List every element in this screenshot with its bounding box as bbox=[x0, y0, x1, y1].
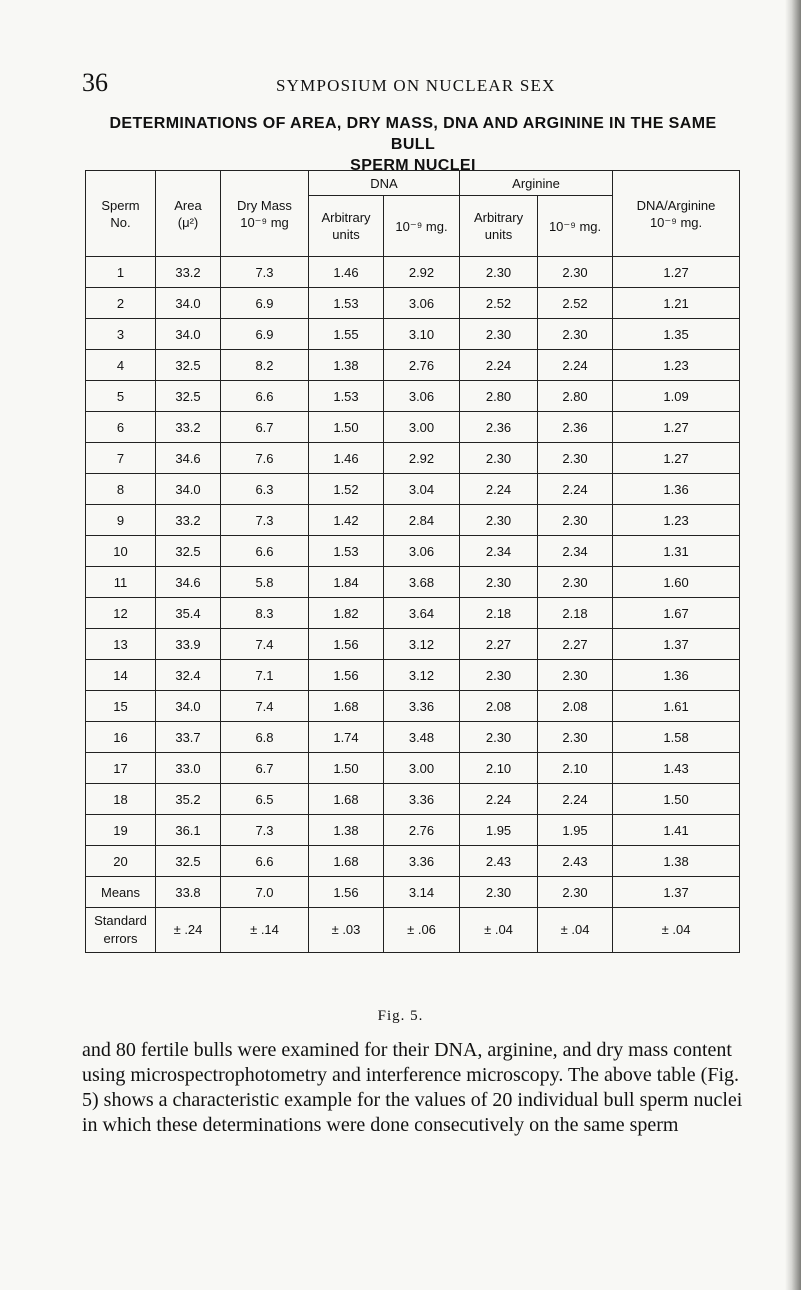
table-cell: 2.43 bbox=[460, 846, 538, 877]
table-cell: 2.30 bbox=[460, 877, 538, 908]
col-header-dna-arbitrary: Arbitrary units bbox=[309, 196, 384, 257]
table-cell: 1.84 bbox=[309, 567, 384, 598]
table-row bbox=[86, 784, 740, 815]
table-cell: 19 bbox=[86, 815, 156, 846]
table-cell: 7.6 bbox=[221, 443, 309, 474]
table-cell: 2.30 bbox=[538, 877, 613, 908]
table-row bbox=[86, 412, 740, 443]
table-cell: 1.60 bbox=[613, 567, 740, 598]
table-cell: 1.68 bbox=[309, 784, 384, 815]
table-row bbox=[86, 722, 740, 753]
table-row bbox=[86, 288, 740, 319]
table-cell: 34.0 bbox=[156, 474, 221, 505]
table-cell: 1.35 bbox=[613, 319, 740, 350]
table-cell: 5 bbox=[86, 381, 156, 412]
table-cell: 2.30 bbox=[460, 660, 538, 691]
table-cell: 18 bbox=[86, 784, 156, 815]
table-cell: 34.6 bbox=[156, 443, 221, 474]
table-cell: 2.08 bbox=[538, 691, 613, 722]
table-cell: 1.41 bbox=[613, 815, 740, 846]
table-row bbox=[86, 443, 740, 474]
col-header-arginine-mg: 10⁻⁹ mg. bbox=[538, 196, 613, 257]
table-cell: 1.67 bbox=[613, 598, 740, 629]
table-cell: 7 bbox=[86, 443, 156, 474]
page-number: 36 bbox=[82, 68, 108, 97]
table-cell: 2.10 bbox=[538, 753, 613, 784]
table-cell: 33.9 bbox=[156, 629, 221, 660]
table-cell: 2.30 bbox=[538, 319, 613, 350]
table-row bbox=[86, 257, 740, 288]
table-cell: 2.30 bbox=[538, 257, 613, 288]
table-cell: 7.1 bbox=[221, 660, 309, 691]
table-cell: 1.46 bbox=[309, 443, 384, 474]
table-cell: 6.6 bbox=[221, 536, 309, 567]
standard-errors-label: Standard errors bbox=[86, 908, 156, 953]
table-cell: 6.6 bbox=[221, 381, 309, 412]
col-header-sperm-no: Sperm No. bbox=[86, 171, 156, 257]
table-cell: 1.55 bbox=[309, 319, 384, 350]
table-cell: 6.9 bbox=[221, 319, 309, 350]
table-cell: 33.2 bbox=[156, 505, 221, 536]
table-cell: 2.52 bbox=[538, 288, 613, 319]
table-cell: 1.95 bbox=[460, 815, 538, 846]
page-edge-shadow bbox=[785, 0, 801, 1290]
table-row bbox=[86, 350, 740, 381]
col-header-arginine-arbitrary: Arbitrary units bbox=[460, 196, 538, 257]
table-cell: 12 bbox=[86, 598, 156, 629]
table-title bbox=[88, 113, 738, 176]
table-cell: 1.74 bbox=[309, 722, 384, 753]
table-row-standard-errors bbox=[86, 908, 740, 953]
table-cell: 8 bbox=[86, 474, 156, 505]
table-cell: 13 bbox=[86, 629, 156, 660]
table-cell: 32.5 bbox=[156, 350, 221, 381]
table-cell: 1.53 bbox=[309, 288, 384, 319]
table-cell: 3.36 bbox=[384, 846, 460, 877]
table-cell: 5.8 bbox=[221, 567, 309, 598]
table-cell: 6.6 bbox=[221, 846, 309, 877]
table-cell: 3.36 bbox=[384, 784, 460, 815]
table-cell: 6.3 bbox=[221, 474, 309, 505]
table-row bbox=[86, 691, 740, 722]
table-cell: 2.27 bbox=[538, 629, 613, 660]
running-head: SYMPOSIUM ON NUCLEAR SEX bbox=[276, 76, 556, 95]
table-row bbox=[86, 753, 740, 784]
table-cell: ± .03 bbox=[309, 908, 384, 953]
table-cell: 1.38 bbox=[309, 815, 384, 846]
table-row bbox=[86, 567, 740, 598]
table-cell: 3.12 bbox=[384, 660, 460, 691]
table-cell: 3.00 bbox=[384, 412, 460, 443]
table-cell: 34.0 bbox=[156, 288, 221, 319]
table-row bbox=[86, 598, 740, 629]
table-cell: 1.23 bbox=[613, 505, 740, 536]
table-cell: 7.4 bbox=[221, 629, 309, 660]
table-cell: 2.18 bbox=[538, 598, 613, 629]
table-cell: 11 bbox=[86, 567, 156, 598]
table-cell: 1.68 bbox=[309, 691, 384, 722]
table-cell: 3.64 bbox=[384, 598, 460, 629]
table-row bbox=[86, 660, 740, 691]
table-cell: 20 bbox=[86, 846, 156, 877]
table-title-line-2: SPERM NUCLEI bbox=[350, 157, 476, 174]
table-cell: 16 bbox=[86, 722, 156, 753]
table-cell: 3.36 bbox=[384, 691, 460, 722]
table-cell: 2.24 bbox=[538, 474, 613, 505]
table-cell: 3.48 bbox=[384, 722, 460, 753]
table-cell: 32.5 bbox=[156, 381, 221, 412]
table-cell: 3.06 bbox=[384, 288, 460, 319]
table-cell: 35.4 bbox=[156, 598, 221, 629]
table-cell: 3.14 bbox=[384, 877, 460, 908]
table-cell: ± .06 bbox=[384, 908, 460, 953]
table-cell: 2.30 bbox=[460, 567, 538, 598]
table-cell: 2.30 bbox=[460, 505, 538, 536]
table-cell: 34.0 bbox=[156, 691, 221, 722]
table-row bbox=[86, 846, 740, 877]
table-cell: 1.31 bbox=[613, 536, 740, 567]
table-cell: 33.7 bbox=[156, 722, 221, 753]
table-row bbox=[86, 381, 740, 412]
table-cell: 2.24 bbox=[460, 474, 538, 505]
table-cell: 2.24 bbox=[460, 784, 538, 815]
table-cell: 1.23 bbox=[613, 350, 740, 381]
col-header-dry-mass: Dry Mass 10⁻⁹ mg bbox=[221, 171, 309, 257]
table-cell: 1.56 bbox=[309, 629, 384, 660]
table-cell: 1.68 bbox=[309, 846, 384, 877]
table-cell: 1.56 bbox=[309, 877, 384, 908]
table-cell: ± .14 bbox=[221, 908, 309, 953]
table-cell: 6.7 bbox=[221, 412, 309, 443]
table-cell: 9 bbox=[86, 505, 156, 536]
table-cell: 2.30 bbox=[460, 443, 538, 474]
table-cell: 1.21 bbox=[613, 288, 740, 319]
figure-caption: Fig. 5. bbox=[377, 1008, 424, 1024]
table-cell: 3.06 bbox=[384, 536, 460, 567]
table-cell: 1.38 bbox=[309, 350, 384, 381]
table-cell: 2.43 bbox=[538, 846, 613, 877]
table-cell: 35.2 bbox=[156, 784, 221, 815]
table-cell: 3.06 bbox=[384, 381, 460, 412]
table-cell: 10 bbox=[86, 536, 156, 567]
table-cell: 15 bbox=[86, 691, 156, 722]
table-cell: 3.00 bbox=[384, 753, 460, 784]
table-cell: 1.53 bbox=[309, 536, 384, 567]
table-cell: 2.84 bbox=[384, 505, 460, 536]
table-cell: 6.9 bbox=[221, 288, 309, 319]
table-cell: 34.0 bbox=[156, 319, 221, 350]
table-cell: 2.18 bbox=[460, 598, 538, 629]
table-cell: 4 bbox=[86, 350, 156, 381]
table-cell: 7.3 bbox=[221, 815, 309, 846]
table-cell: 32.5 bbox=[156, 536, 221, 567]
table-row-means bbox=[86, 877, 740, 908]
table-cell: 17 bbox=[86, 753, 156, 784]
table-cell: 1.38 bbox=[613, 846, 740, 877]
table-cell: 1.58 bbox=[613, 722, 740, 753]
table-cell: 2.24 bbox=[460, 350, 538, 381]
table-cell: 1.61 bbox=[613, 691, 740, 722]
table-cell: 1.37 bbox=[613, 877, 740, 908]
table-cell: 6.8 bbox=[221, 722, 309, 753]
table-cell: 33.2 bbox=[156, 257, 221, 288]
col-header-dna-mg: 10⁻⁹ mg. bbox=[384, 196, 460, 257]
table-cell: ± .04 bbox=[613, 908, 740, 953]
table-cell: 2.08 bbox=[460, 691, 538, 722]
table-cell: 1.36 bbox=[613, 660, 740, 691]
table-cell: 1.50 bbox=[309, 753, 384, 784]
table-cell: 33.2 bbox=[156, 412, 221, 443]
col-group-dna: DNA bbox=[309, 171, 460, 196]
table-cell: 2.80 bbox=[460, 381, 538, 412]
table-cell: 2.30 bbox=[460, 722, 538, 753]
table-cell: 1.82 bbox=[309, 598, 384, 629]
table-cell: 32.4 bbox=[156, 660, 221, 691]
table-cell: 2.27 bbox=[460, 629, 538, 660]
table-cell: 1.50 bbox=[613, 784, 740, 815]
col-group-arginine: Arginine bbox=[460, 171, 613, 196]
table-cell: 2.76 bbox=[384, 815, 460, 846]
table-cell: 8.3 bbox=[221, 598, 309, 629]
col-header-area: Area (μ²) bbox=[156, 171, 221, 257]
table-cell: 2.36 bbox=[460, 412, 538, 443]
table-cell: 3.04 bbox=[384, 474, 460, 505]
table-cell: 1.95 bbox=[538, 815, 613, 846]
table-cell: 34.6 bbox=[156, 567, 221, 598]
table-cell: ± .24 bbox=[156, 908, 221, 953]
table-cell: 1.27 bbox=[613, 257, 740, 288]
table-cell: 2.24 bbox=[538, 350, 613, 381]
table-cell: 1.52 bbox=[309, 474, 384, 505]
table-cell: 2.36 bbox=[538, 412, 613, 443]
table-cell: ± .04 bbox=[538, 908, 613, 953]
data-table bbox=[85, 170, 740, 953]
table-cell: 1.27 bbox=[613, 412, 740, 443]
table-cell: 2.24 bbox=[538, 784, 613, 815]
table-row bbox=[86, 536, 740, 567]
table-cell: 3.68 bbox=[384, 567, 460, 598]
table-row bbox=[86, 505, 740, 536]
table-cell: 2.30 bbox=[460, 257, 538, 288]
table-cell: 2.30 bbox=[538, 567, 613, 598]
table-cell: 33.0 bbox=[156, 753, 221, 784]
table-cell: 3 bbox=[86, 319, 156, 350]
table-cell: 2.76 bbox=[384, 350, 460, 381]
table-cell: 7.0 bbox=[221, 877, 309, 908]
table-cell: 14 bbox=[86, 660, 156, 691]
table-cell: 1.50 bbox=[309, 412, 384, 443]
table-row bbox=[86, 815, 740, 846]
table-cell: 36.1 bbox=[156, 815, 221, 846]
table-cell: 2.80 bbox=[538, 381, 613, 412]
table-cell: 2.10 bbox=[460, 753, 538, 784]
table-cell: 32.5 bbox=[156, 846, 221, 877]
table-cell: 2.30 bbox=[460, 319, 538, 350]
table-cell: 1.27 bbox=[613, 443, 740, 474]
col-header-dna-arginine-ratio: DNA/Arginine 10⁻⁹ mg. bbox=[613, 171, 740, 257]
table-cell: 7.3 bbox=[221, 505, 309, 536]
table-cell: 1.37 bbox=[613, 629, 740, 660]
header-row-groups bbox=[86, 171, 740, 196]
table-title-line-1: DETERMINATIONS OF AREA, DRY MASS, DNA AND ARGININE IN THE SAME BULL bbox=[109, 115, 717, 153]
table-cell: 6 bbox=[86, 412, 156, 443]
table-cell: 2.30 bbox=[538, 722, 613, 753]
table-cell: 2 bbox=[86, 288, 156, 319]
table-cell: 33.8 bbox=[156, 877, 221, 908]
table-cell: 3.12 bbox=[384, 629, 460, 660]
table-cell: 8.2 bbox=[221, 350, 309, 381]
table-cell: 2.52 bbox=[460, 288, 538, 319]
means-label: Means bbox=[86, 877, 156, 908]
table-cell: 6.7 bbox=[221, 753, 309, 784]
table-cell: 2.34 bbox=[460, 536, 538, 567]
table-cell: 1 bbox=[86, 257, 156, 288]
table-cell: 2.30 bbox=[538, 660, 613, 691]
table-row bbox=[86, 629, 740, 660]
table-cell: 1.09 bbox=[613, 381, 740, 412]
table-cell: 2.92 bbox=[384, 443, 460, 474]
table-cell: ± .04 bbox=[460, 908, 538, 953]
table-cell: 7.4 bbox=[221, 691, 309, 722]
table-cell: 7.3 bbox=[221, 257, 309, 288]
body-paragraph: and 80 fertile bulls were examined for their DNA, arginine, and dry mass content using microspectrophotometry and interference microscopy. The above table (Fig. 5) shows a characteristic example for the values of 20 individual bull sperm nuclei in which these determinations were done consecutively on the same sperm bbox=[82, 1039, 743, 1136]
table-cell: 3.10 bbox=[384, 319, 460, 350]
table-cell: 1.53 bbox=[309, 381, 384, 412]
table-cell: 1.42 bbox=[309, 505, 384, 536]
table-cell: 2.30 bbox=[538, 443, 613, 474]
table-cell: 2.34 bbox=[538, 536, 613, 567]
table-row bbox=[86, 319, 740, 350]
table-cell: 1.46 bbox=[309, 257, 384, 288]
table-cell: 1.43 bbox=[613, 753, 740, 784]
table-cell: 2.30 bbox=[538, 505, 613, 536]
table-cell: 1.36 bbox=[613, 474, 740, 505]
table-cell: 6.5 bbox=[221, 784, 309, 815]
table-row bbox=[86, 474, 740, 505]
table-cell: 2.92 bbox=[384, 257, 460, 288]
table-cell: 1.56 bbox=[309, 660, 384, 691]
